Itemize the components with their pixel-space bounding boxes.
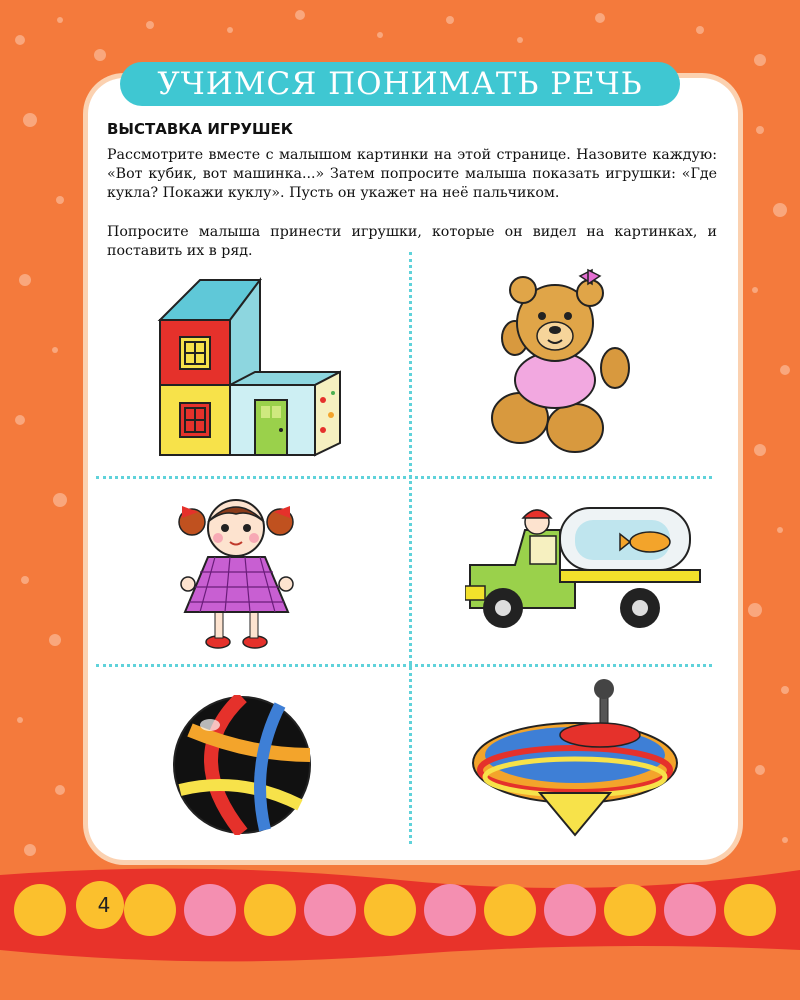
spinning-top-icon	[470, 675, 690, 840]
grid-divider-horizontal-2	[96, 664, 712, 667]
page-title: УЧИМСЯ ПОНИМАТЬ РЕЧЬ	[157, 66, 643, 102]
toy-truck-icon	[465, 500, 705, 640]
teddy-bear-icon	[480, 268, 640, 458]
instruction-paragraph-2: Попросите малыша принести игрушки, которые он видел на картинках, и поставить их в ряд.	[107, 224, 717, 259]
section-heading: ВЫСТАВКА ИГРУШЕК	[107, 120, 294, 138]
block-house-icon	[155, 275, 345, 460]
doll-icon	[170, 492, 300, 652]
ball-icon	[170, 695, 315, 835]
instruction-paragraph-1: Рассмотрите вместе с малышом картинки на этой странице. Назовите каждую: «Вот кубик, вот машинка...» Затем попросите малыша показать игрушки: «Где кукла? Покажи куклу». Пусть он укажет на неё пальчиком.	[107, 147, 717, 201]
grid-divider-horizontal-1	[96, 476, 712, 479]
page-number: 4	[97, 893, 111, 917]
grid-divider-vertical	[409, 252, 412, 844]
decorative-wave-border	[0, 860, 800, 1000]
page-title-banner	[120, 62, 680, 106]
